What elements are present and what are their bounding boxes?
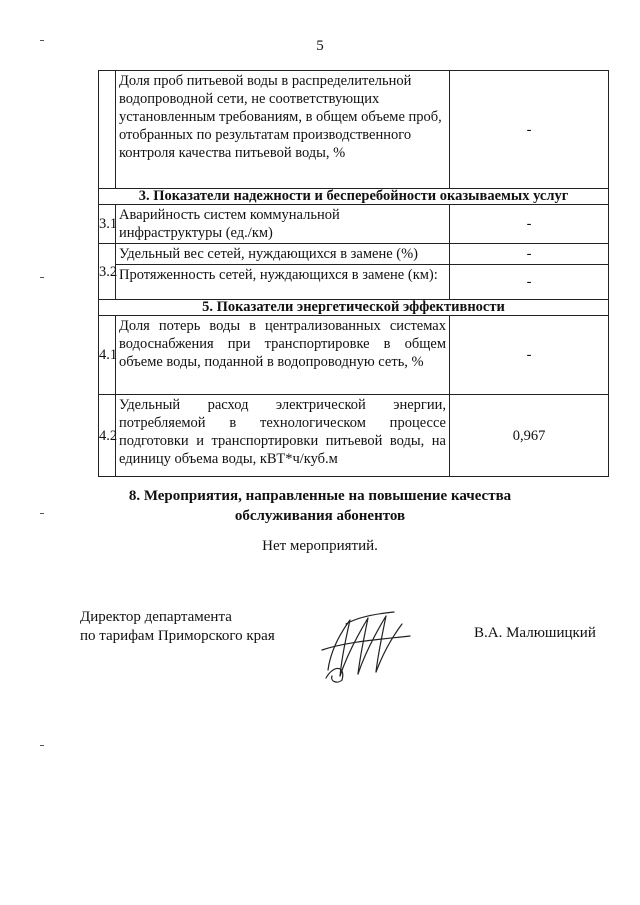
value-cell: - [450,316,609,395]
value-cell: - [450,244,609,265]
signer-position-line1: Директор департамента [80,609,232,625]
section-8-heading [0,486,640,526]
table-row [99,316,609,395]
signer-position [80,608,275,646]
margin-mark [40,745,44,746]
section-8-title-line1: 8. Мероприятия, направленные на повышение качества [128,488,512,504]
table-row [99,265,609,300]
indicator-cell: Аварийность систем коммунальной инфраструктуры (ед./км) [116,205,450,244]
margin-mark [40,277,44,278]
section-header-row [99,189,609,205]
section-5-title: 5. Показатели энергетической эффективности [99,300,609,316]
value-cell: - [450,205,609,244]
page-number: 5 [316,38,324,54]
signer-position-line2: по тарифам Приморского края [80,628,275,644]
indicator-cell: Доля проб питьевой воды в распределительной водопроводной сети, не соответствующих установленным требованиям, в общем объеме проб, отобранных по результатам производственного контроля качества питьевой воды, % [116,71,450,189]
signer-name: В.А. Малюшицкий [474,625,596,641]
row-number-cell: 4.2 [99,395,116,477]
row-number-cell: 3.2 [99,244,116,300]
margin-mark [40,40,44,41]
table-row [99,71,609,189]
table-row [99,244,609,265]
value-cell: - [450,71,609,189]
section-3-title: 3. Показатели надежности и бесперебойности оказываемых услуг [99,189,609,205]
value-cell: - [450,265,609,300]
handwritten-signature [316,606,416,684]
indicator-cell: Удельный расход электрической энергии, потребляемой в технологическом процессе подготовки и транспортировки питьевой воды, на единицу объема воды, кВТ*ч/куб.м [116,395,450,477]
indicator-cell: Удельный вес сетей, нуждающихся в замене (%) [116,244,450,265]
section-8-text: Нет мероприятий. [262,538,378,554]
row-number-cell [99,71,116,189]
value-cell: 0,967 [450,395,609,477]
indicator-cell: Протяженность сетей, нуждающихся в замене (км): [116,265,450,300]
indicators-table [98,70,609,477]
section-8-title-line2: обслуживания абонентов [234,508,406,524]
table-row [99,395,609,477]
row-number-cell: 3.1 [99,205,116,244]
table-row [99,205,609,244]
row-number-cell: 4.1 [99,316,116,395]
section-header-row [99,300,609,316]
indicator-cell: Доля потерь воды в централизованных системах водоснабжения при транспортировке в общем объеме воды, поданной в водопроводную сеть, % [116,316,450,395]
